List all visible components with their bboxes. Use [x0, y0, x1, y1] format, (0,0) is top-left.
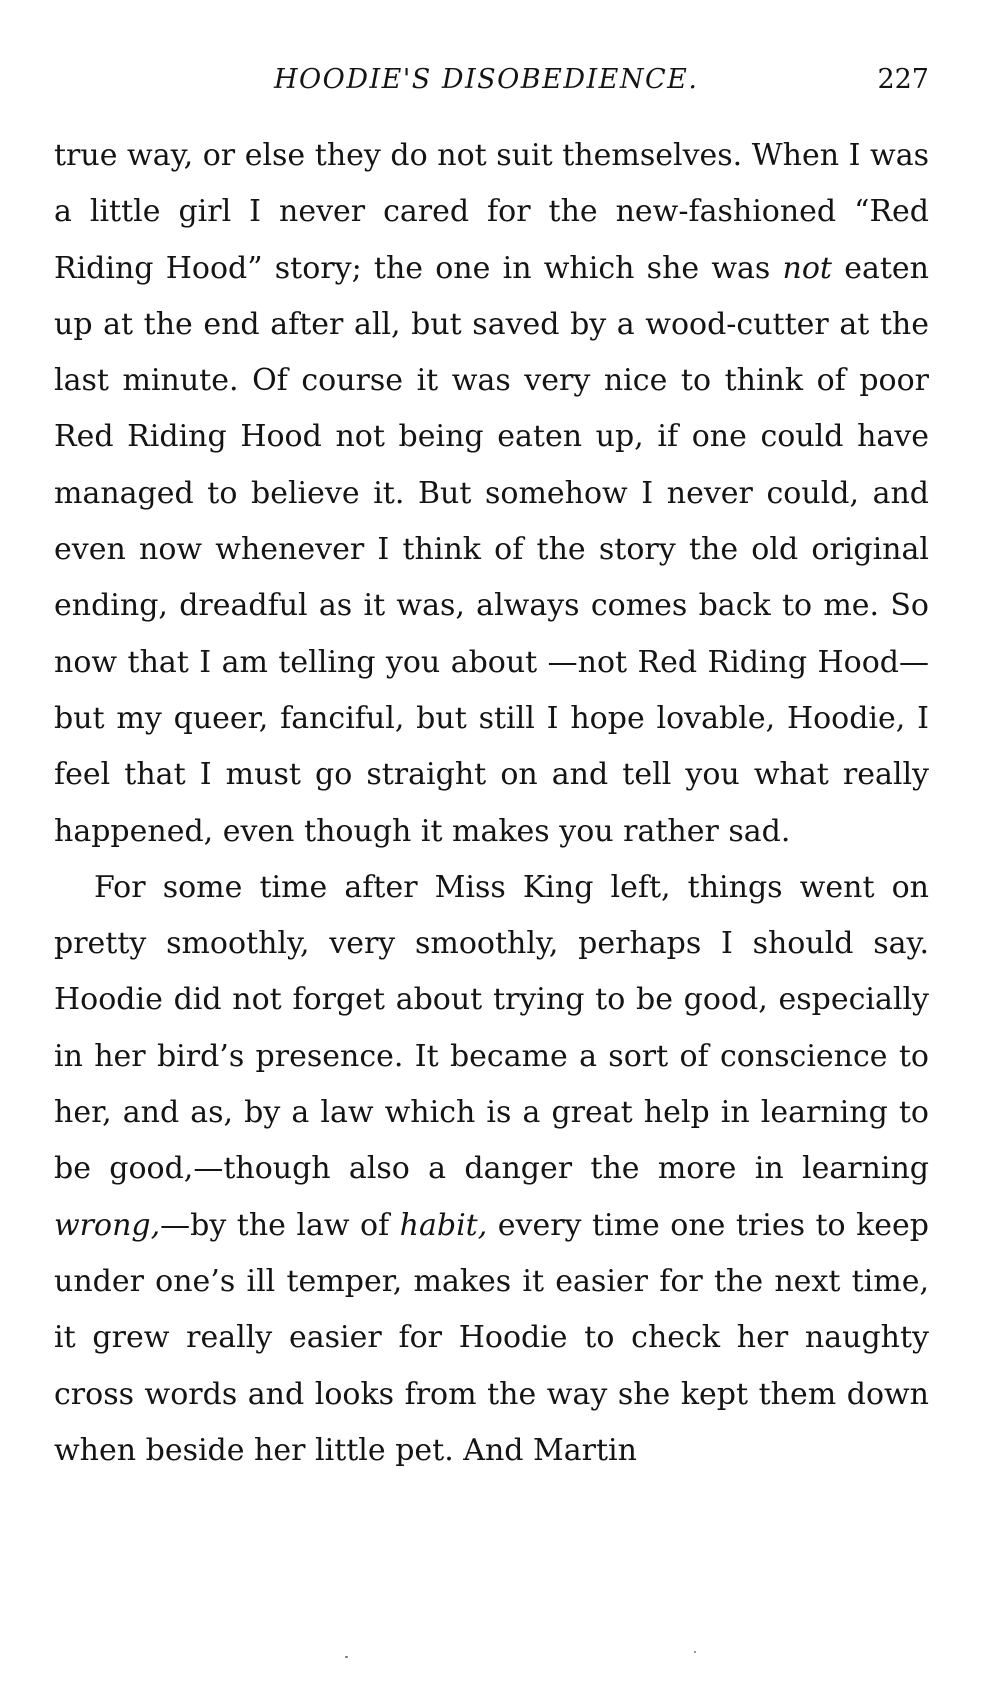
- running-title: HOODIE'S DISOBEDIENCE.: [274, 64, 699, 95]
- book-page: [54, 0, 929, 1685]
- paper-speck: [694, 1651, 696, 1653]
- text-segment: true way, or else they do not suit themselves. When I was a little girl I never cared for the new-fashioned “Red Riding Hood” story; the one in which she was: [54, 138, 929, 286]
- paragraph-1: [54, 128, 929, 860]
- page-number: 227: [877, 64, 929, 95]
- paper-specks: [0, 1485, 1000, 1685]
- text-segment: eaten up at the end after all, but saved by a wood-cutter at the last minute. Of course it was very nice to think of poor Red Riding Hood not being eaten up, if one could have managed to believe it. But somehow I never could, and even now whenever I think of the story the old original ending, dreadful as it was, always comes back to me. So now that I am telling you about —not Red Riding Hood—but my queer, fanciful, but still I hope lovable, Hoodie, I feel that I must go straight on and tell you what really happened, even though it makes you rather sad.: [54, 250, 929, 849]
- running-head: [54, 64, 929, 104]
- text-segment: every time one tries to keep under one’s ill temper, makes it easier for the next time, it grew really easier for Hoodie to check her naughty cross words and looks from the way she kept them down when beside her little pet. And Martin: [54, 1207, 929, 1468]
- text-segment: —by the law of: [160, 1207, 400, 1243]
- paper-speck: [345, 1656, 348, 1658]
- italic-segment: wrong,: [54, 1207, 161, 1243]
- paragraph-2: [54, 860, 929, 1479]
- text-segment: For some time after Miss King left, things went on pretty smoothly, very smoothly, perhaps I should say. Hoodie did not forget about trying to be good, especially in her bird’s presence. It became a sort of conscience to her, and as, by a law which is a great help in learning to be good,—though also a danger the more in learning: [54, 869, 929, 1187]
- body-text: [54, 128, 929, 1479]
- italic-segment: habit,: [399, 1207, 488, 1243]
- italic-segment: not: [782, 250, 832, 286]
